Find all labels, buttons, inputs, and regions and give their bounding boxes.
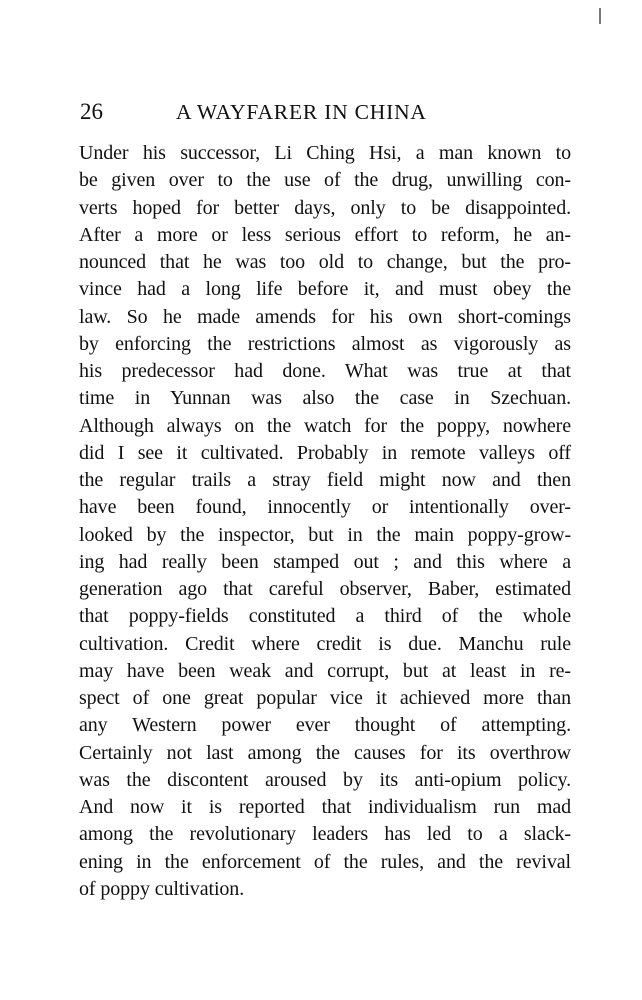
text-line: did I see it cultivated. Probably in remote valleys off bbox=[79, 441, 571, 464]
text-line: was the discontent aroused by its anti-opium policy. bbox=[79, 768, 571, 791]
text-line: have been found, innocently or intentionally over- bbox=[79, 496, 571, 519]
page-header bbox=[80, 97, 574, 127]
scan-edge-mark bbox=[599, 8, 601, 24]
text-line: spect of one great popular vice it achieved more than bbox=[79, 687, 571, 709]
text-line: of poppy cultivation. bbox=[79, 877, 245, 900]
text-line: verts hoped for better days, only to be disappointed. bbox=[79, 196, 571, 219]
text-line: time in Yunnan was also the case in Szechuan. bbox=[79, 387, 571, 410]
text-line: may have been weak and corrupt, but at least in re- bbox=[79, 659, 571, 682]
text-line: the regular trails a stray field might now and then bbox=[79, 469, 571, 491]
text-line: ening in the enforcement of the rules, and the revival bbox=[79, 850, 571, 873]
page-number: 26 bbox=[80, 99, 103, 124]
running-title: A WAYFARER IN CHINA bbox=[176, 100, 427, 124]
text-line: After a more or less serious effort to reform, he an- bbox=[79, 223, 571, 246]
text-line: his predecessor had done. What was true at that bbox=[79, 360, 571, 382]
text-line: that poppy-fields constituted a third of the whole bbox=[79, 605, 571, 628]
text-line: any Western power ever thought of attempting. bbox=[79, 714, 571, 737]
text-line: cultivation. Credit where credit is due. Manchu rule bbox=[79, 632, 571, 655]
text-line: nounced that he was too old to change, but the pro- bbox=[79, 251, 571, 273]
text-line: Although always on the watch for the poppy, nowhere bbox=[79, 414, 571, 437]
text-line: And now it is reported that individualism run mad bbox=[79, 796, 571, 818]
text-line: looked by the inspector, but in the main poppy-grow- bbox=[79, 523, 571, 546]
text-line: be given over to the use of the drug, unwilling con- bbox=[79, 169, 571, 192]
text-line: generation ago that careful observer, Baber, estimated bbox=[79, 578, 571, 600]
text-line: by enforcing the restrictions almost as vigorously as bbox=[79, 332, 571, 355]
text-line: Certainly not last among the causes for its overthrow bbox=[79, 741, 571, 764]
text-line: law. So he made amends for his own short-comings bbox=[79, 305, 571, 328]
text-line: vince had a long life before it, and must obey the bbox=[79, 278, 571, 301]
body-text bbox=[79, 140, 571, 903]
text-line: ing had really been stamped out ; and this where a bbox=[79, 550, 571, 573]
text-line: among the revolutionary leaders has led to a slack- bbox=[79, 823, 571, 846]
text-line: Under his successor, Li Ching Hsi, a man known to bbox=[79, 142, 571, 164]
